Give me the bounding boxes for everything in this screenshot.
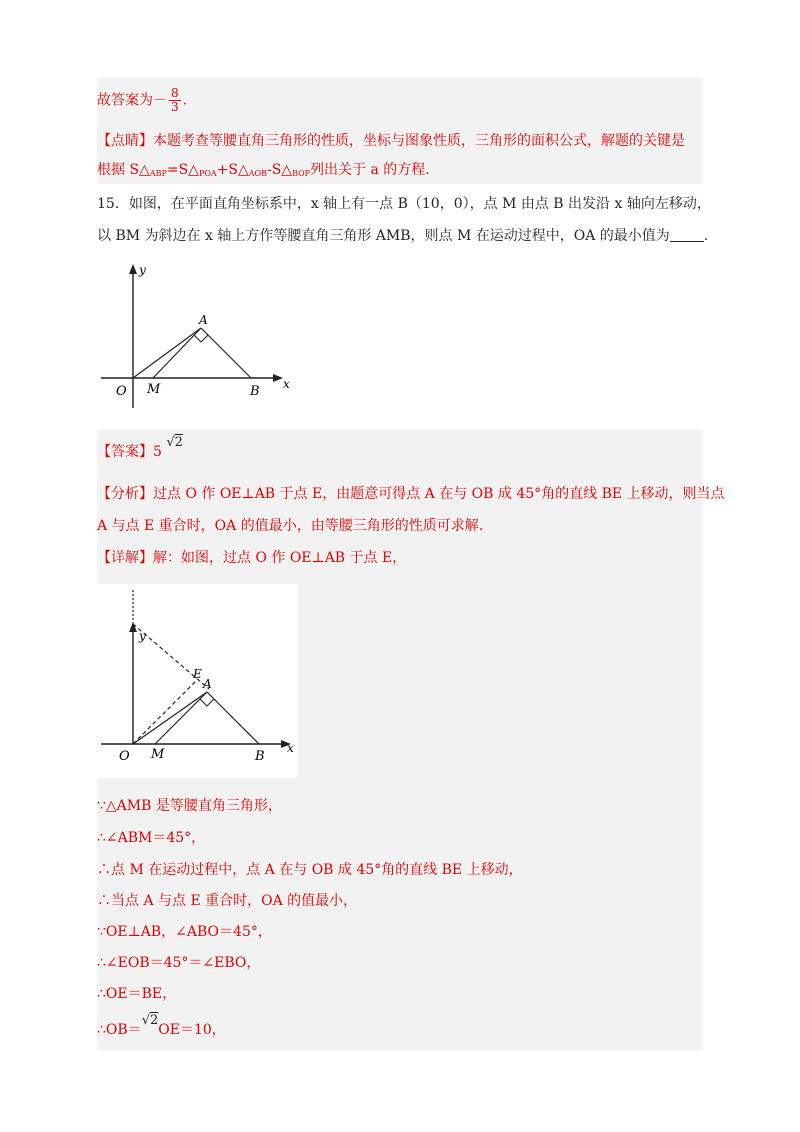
segment-ab xyxy=(201,328,251,378)
proof-step-8: ∴OB＝√2OE＝10， xyxy=(97,1013,226,1038)
proof-step-7: ∴OE＝BE， xyxy=(97,986,177,1002)
label-x: x xyxy=(287,741,294,755)
right-angle-mark xyxy=(194,335,208,342)
proof-step-2: ∴∠ABM＝45°， xyxy=(97,830,206,846)
answer-line: 【答案】5 √2 xyxy=(97,435,183,460)
label-o: O xyxy=(119,749,130,764)
label-b: B xyxy=(255,749,265,764)
label-e: E xyxy=(193,667,202,681)
sqrt-expression: √2 xyxy=(141,1013,159,1028)
detail-line: 【详解】解：如图，过点 O 作 OE⊥AB 于点 E， xyxy=(97,550,407,566)
analysis-tag: 【分析】 xyxy=(97,486,153,502)
label-y: y xyxy=(139,629,146,643)
fraction: $\frac{8}{3}$ xyxy=(171,86,179,114)
answer-blank xyxy=(670,227,704,242)
answer-tag: 【答案】 xyxy=(97,444,153,460)
label-m: M xyxy=(151,747,165,762)
label-o: O xyxy=(116,384,127,399)
analysis-line-1: 【分析】过点 O 作 OE⊥AB 于点 E，由题意可得点 A 在与 OB 成 45°角的直线 BE 上移动，则当点 xyxy=(97,486,725,502)
comment-tag: 【点睛】 xyxy=(97,133,153,149)
comment-line-2: 根据 $S\triangle_{ABP}=S\triangle_{POA}+S\triangle_{AOB}-S\triangle_{BOP}$列出关于 a 的方程. xyxy=(97,162,430,178)
label-m: M xyxy=(147,382,161,397)
question-line-2: 以 BM 为斜边在 x 轴上方作等腰直角三角形 AMB，则点 M 在运动过程中，OA 的最小值为 . xyxy=(97,228,709,244)
figure-coordinate-diagram-2 xyxy=(97,584,298,778)
comment-line-1: 【点睛】本题考查等腰直角三角形的性质，坐标与图象性质，三角形的面积公式，解题的关键是 xyxy=(97,133,685,149)
label-a: A xyxy=(199,313,208,327)
final-answer-line: 故答案为－ $\frac{8}{3}$ . xyxy=(97,86,188,114)
proof-step-5: ∵OE⊥AB，∠ABO＝45°， xyxy=(97,924,272,940)
segment-oa xyxy=(133,328,201,378)
y-axis-arrow xyxy=(129,264,137,274)
sqrt-expression: √2 xyxy=(166,435,183,450)
proof-step-1: ∵△AMB 是等腰直角三角形， xyxy=(97,798,282,814)
x-axis-arrow xyxy=(273,374,283,382)
proof-step-3: ∴点 M 在运动过程中，点 A 在与 OB 成 45°角的直线 BE 上移动， xyxy=(97,862,523,878)
question-line-1: 15．如图，在平面直角坐标系中，x 轴上有一点 B（10，0），点 M 由点 B 出发沿 x 轴向左移动， xyxy=(97,196,711,212)
proof-step-4: ∴当点 A 与点 E 重合时，OA 的值最小， xyxy=(97,893,358,909)
detail-tag: 【详解】 xyxy=(97,550,153,566)
figure-coordinate-diagram-1 xyxy=(97,258,307,408)
label-x: x xyxy=(283,377,290,391)
label-y: y xyxy=(139,263,146,277)
label-b: B xyxy=(250,384,260,399)
analysis-line-2: A 与点 E 重合时，OA 的值最小，由等腰三角形的性质可求解. xyxy=(97,518,484,534)
label-a: A xyxy=(203,677,212,691)
proof-step-6: ∴∠EOB＝45°＝∠EBO， xyxy=(97,955,261,971)
